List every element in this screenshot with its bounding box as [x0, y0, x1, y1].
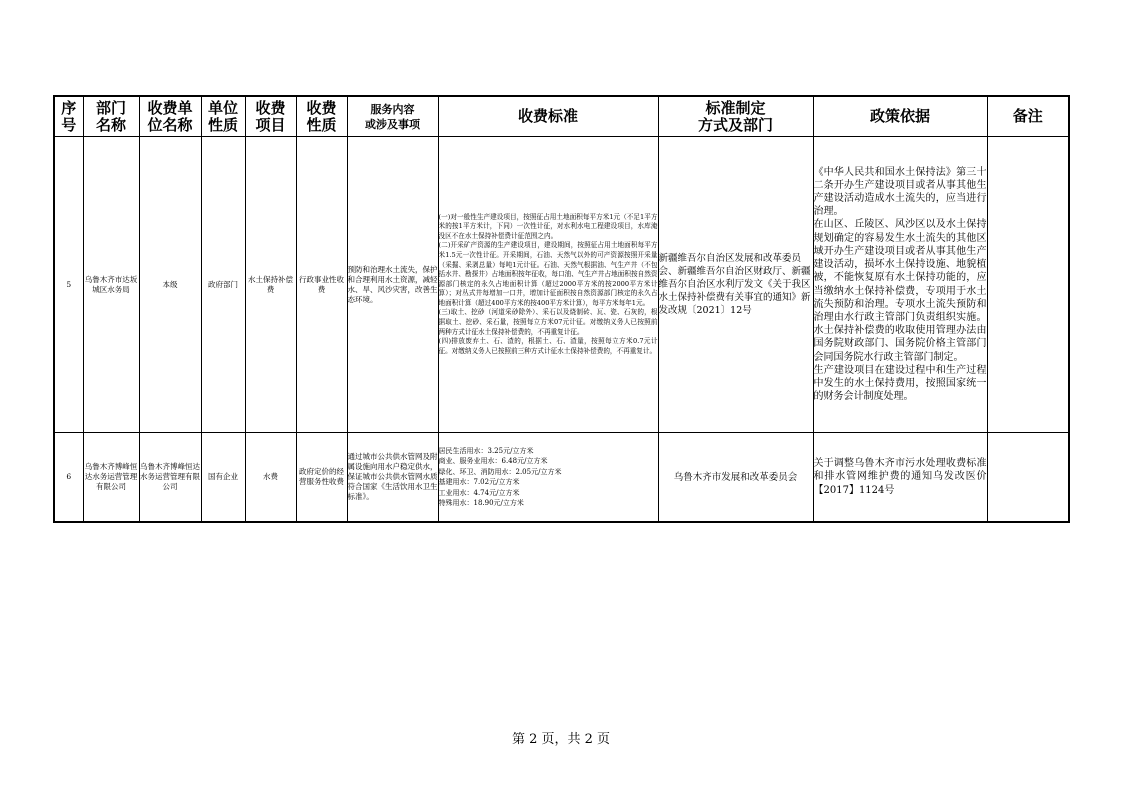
header-seq: 序 号 [54, 96, 83, 137]
header-policy: 政策依据 [813, 96, 987, 137]
cell-service: 通过城市公共供水管网及附属设施向用水户稳定供水，保证城市公共供水管网水质符合国家《生活饮用水卫生标准》。 [347, 433, 438, 523]
cell-fee-nature: 行政事业性收费 [296, 137, 347, 433]
standard-line: 居民生活用水：3.25元/立方米 [438, 446, 534, 455]
cell-nature: 国有企业 [201, 433, 245, 523]
standard-paragraph: (四)排放废弃土、石、渣的，根据土、石、渣量，按照每立方米0.7元计征。对缴纳义务人已按照前三种方式计征水土保持补偿费的，不再重复计。 [438, 337, 658, 355]
header-method: 标准制定 方式及部门 [658, 96, 813, 137]
header-unit: 收费单 位名称 [139, 96, 201, 137]
policy-paragraph: 关于调整乌鲁木齐市污水处理收费标准和排水管网维护费的通知乌发改医价【2017】1124号 [813, 458, 987, 496]
cell-unit: 乌鲁木齐博峰恒达水务运营管理有限公司 [139, 433, 201, 523]
cell-method: 新疆维吾尔自治区发展和改革委员会、新疆维吾尔自治区财政厅、新疆维吾尔自治区水利厅发文《关于我区水土保持补偿费有关事宜的通知》新发改规〔2021〕12号 [658, 137, 813, 433]
cell-policy [813, 137, 987, 433]
standard-line: 工业用水：4.74元/立方米 [438, 488, 520, 497]
header-remark: 备注 [987, 96, 1069, 137]
standard-line: 商业、服务业用水：6.48元/立方米 [438, 457, 548, 465]
cell-seq: 5 [54, 137, 83, 433]
header-dept: 部门 名称 [83, 96, 139, 137]
header-fee-nature: 收费 性质 [296, 96, 347, 137]
standard-paragraph: (二)开采矿产资源的生产建设项目，建设期间，按照征占用土地面积每平方米1.5元一次性计征。开采期间，石油、天然气以外的可产资源按照开采量（采掘、采剥总量）每吨1元计征。石油、天然气根据油、气生产井（不包括水井、勘探井）占地面积按年征收，每口油、气生产井占地面积按自然资源部门核定的永久占地面积计算（超过2000平方米的按2000平方米计算）；对丛式井每增加一口井，增加计征面积按自然资源部门核定的永久占地面积计算（超过400平方米的按400平方米计算），每平方米每年1元。 [438, 241, 658, 307]
cell-item: 水土保持补偿费 [245, 137, 296, 433]
table-row [54, 433, 1069, 523]
cell-remark [987, 433, 1069, 523]
standard-line: 绿化、环卫、消防用水：2.05元/立方米 [438, 467, 562, 476]
cell-standard [438, 433, 658, 523]
cell-dept: 乌鲁木齐博峰恒达水务运营管理有限公司 [83, 433, 139, 523]
header-nature: 单位 性质 [201, 96, 245, 137]
header-service: 服务内容 或涉及事项 [347, 96, 438, 137]
standard-line: 基建用水：7.02元/立方米 [438, 478, 520, 486]
cell-standard [438, 137, 658, 433]
standard-paragraph: (一)对一般性生产建设项目，按照征占用土地面积每平方米1元（不足1平方米的按1平方米计，下同）一次性计征，对水利水电工程建设项目，水库淹没区不在水土保持补偿费计征范围之内。 [438, 212, 658, 240]
cell-service: 预防和治理水土流失，保护和合理利用水土资源，减轻水、旱、风沙灾害，改善生态环境。 [347, 137, 438, 433]
cell-method: 乌鲁木齐市发展和改革委员会 [658, 433, 813, 523]
page-footer: 第 2 页，共 2 页 [511, 732, 611, 747]
policy-paragraph: 在山区、丘陵区、风沙区以及水土保持规划确定的容易发生水土流失的其他区域开办生产建设项目或者从事其他生产建设活动，损坏水土保持设施、地貌植被，不能恢复原有水土保持功能的，应当缴纳水土保持补偿费，专项用于水土流失预防和治理。专项水土流失预防和治理由水行政主管部门负责组织实施。水土保持补偿费的收取使用管理办法由国务院财政部门、国务院价格主管部门会同国务院水行政主管部门制定。 [813, 219, 987, 363]
cell-item: 水费 [245, 433, 296, 523]
header-row [54, 96, 1069, 137]
cell-dept: 乌鲁木齐市达坂城区水务局 [83, 137, 139, 433]
header-standard: 收费标准 [438, 96, 658, 137]
standard-line: 特殊用水：18.90元/立方米 [438, 499, 524, 507]
header-item: 收费 项目 [245, 96, 296, 137]
policy-paragraph: 生产建设项目在建设过程中和生产过程中发生的水土保持费用，按照国家统一的财务会计制度处理。 [813, 364, 987, 403]
cell-seq: 6 [54, 433, 83, 523]
fee-table [53, 95, 1070, 523]
cell-unit: 本级 [139, 137, 201, 433]
cell-policy [813, 433, 987, 523]
table-row [54, 137, 1069, 433]
policy-paragraph: 《中华人民共和国水土保持法》第三十二条开办生产建设项目或者从事其他生产建设活动造成水土流失的，应当进行治理。 [813, 166, 987, 218]
cell-nature: 政府部门 [201, 137, 245, 433]
cell-fee-nature: 政府定价的经营服务性收费 [296, 433, 347, 523]
cell-remark [987, 137, 1069, 433]
standard-paragraph: (三)取土、挖砂（河道采砂除外）、采石以及烧制砖、瓦、瓷、石灰的，根据取土、挖砂、采石量，按照每立方米07元计征。对缴纳义务人已按照前两种方式计征水土保持补偿费的，不再重复计征。 [438, 308, 658, 336]
